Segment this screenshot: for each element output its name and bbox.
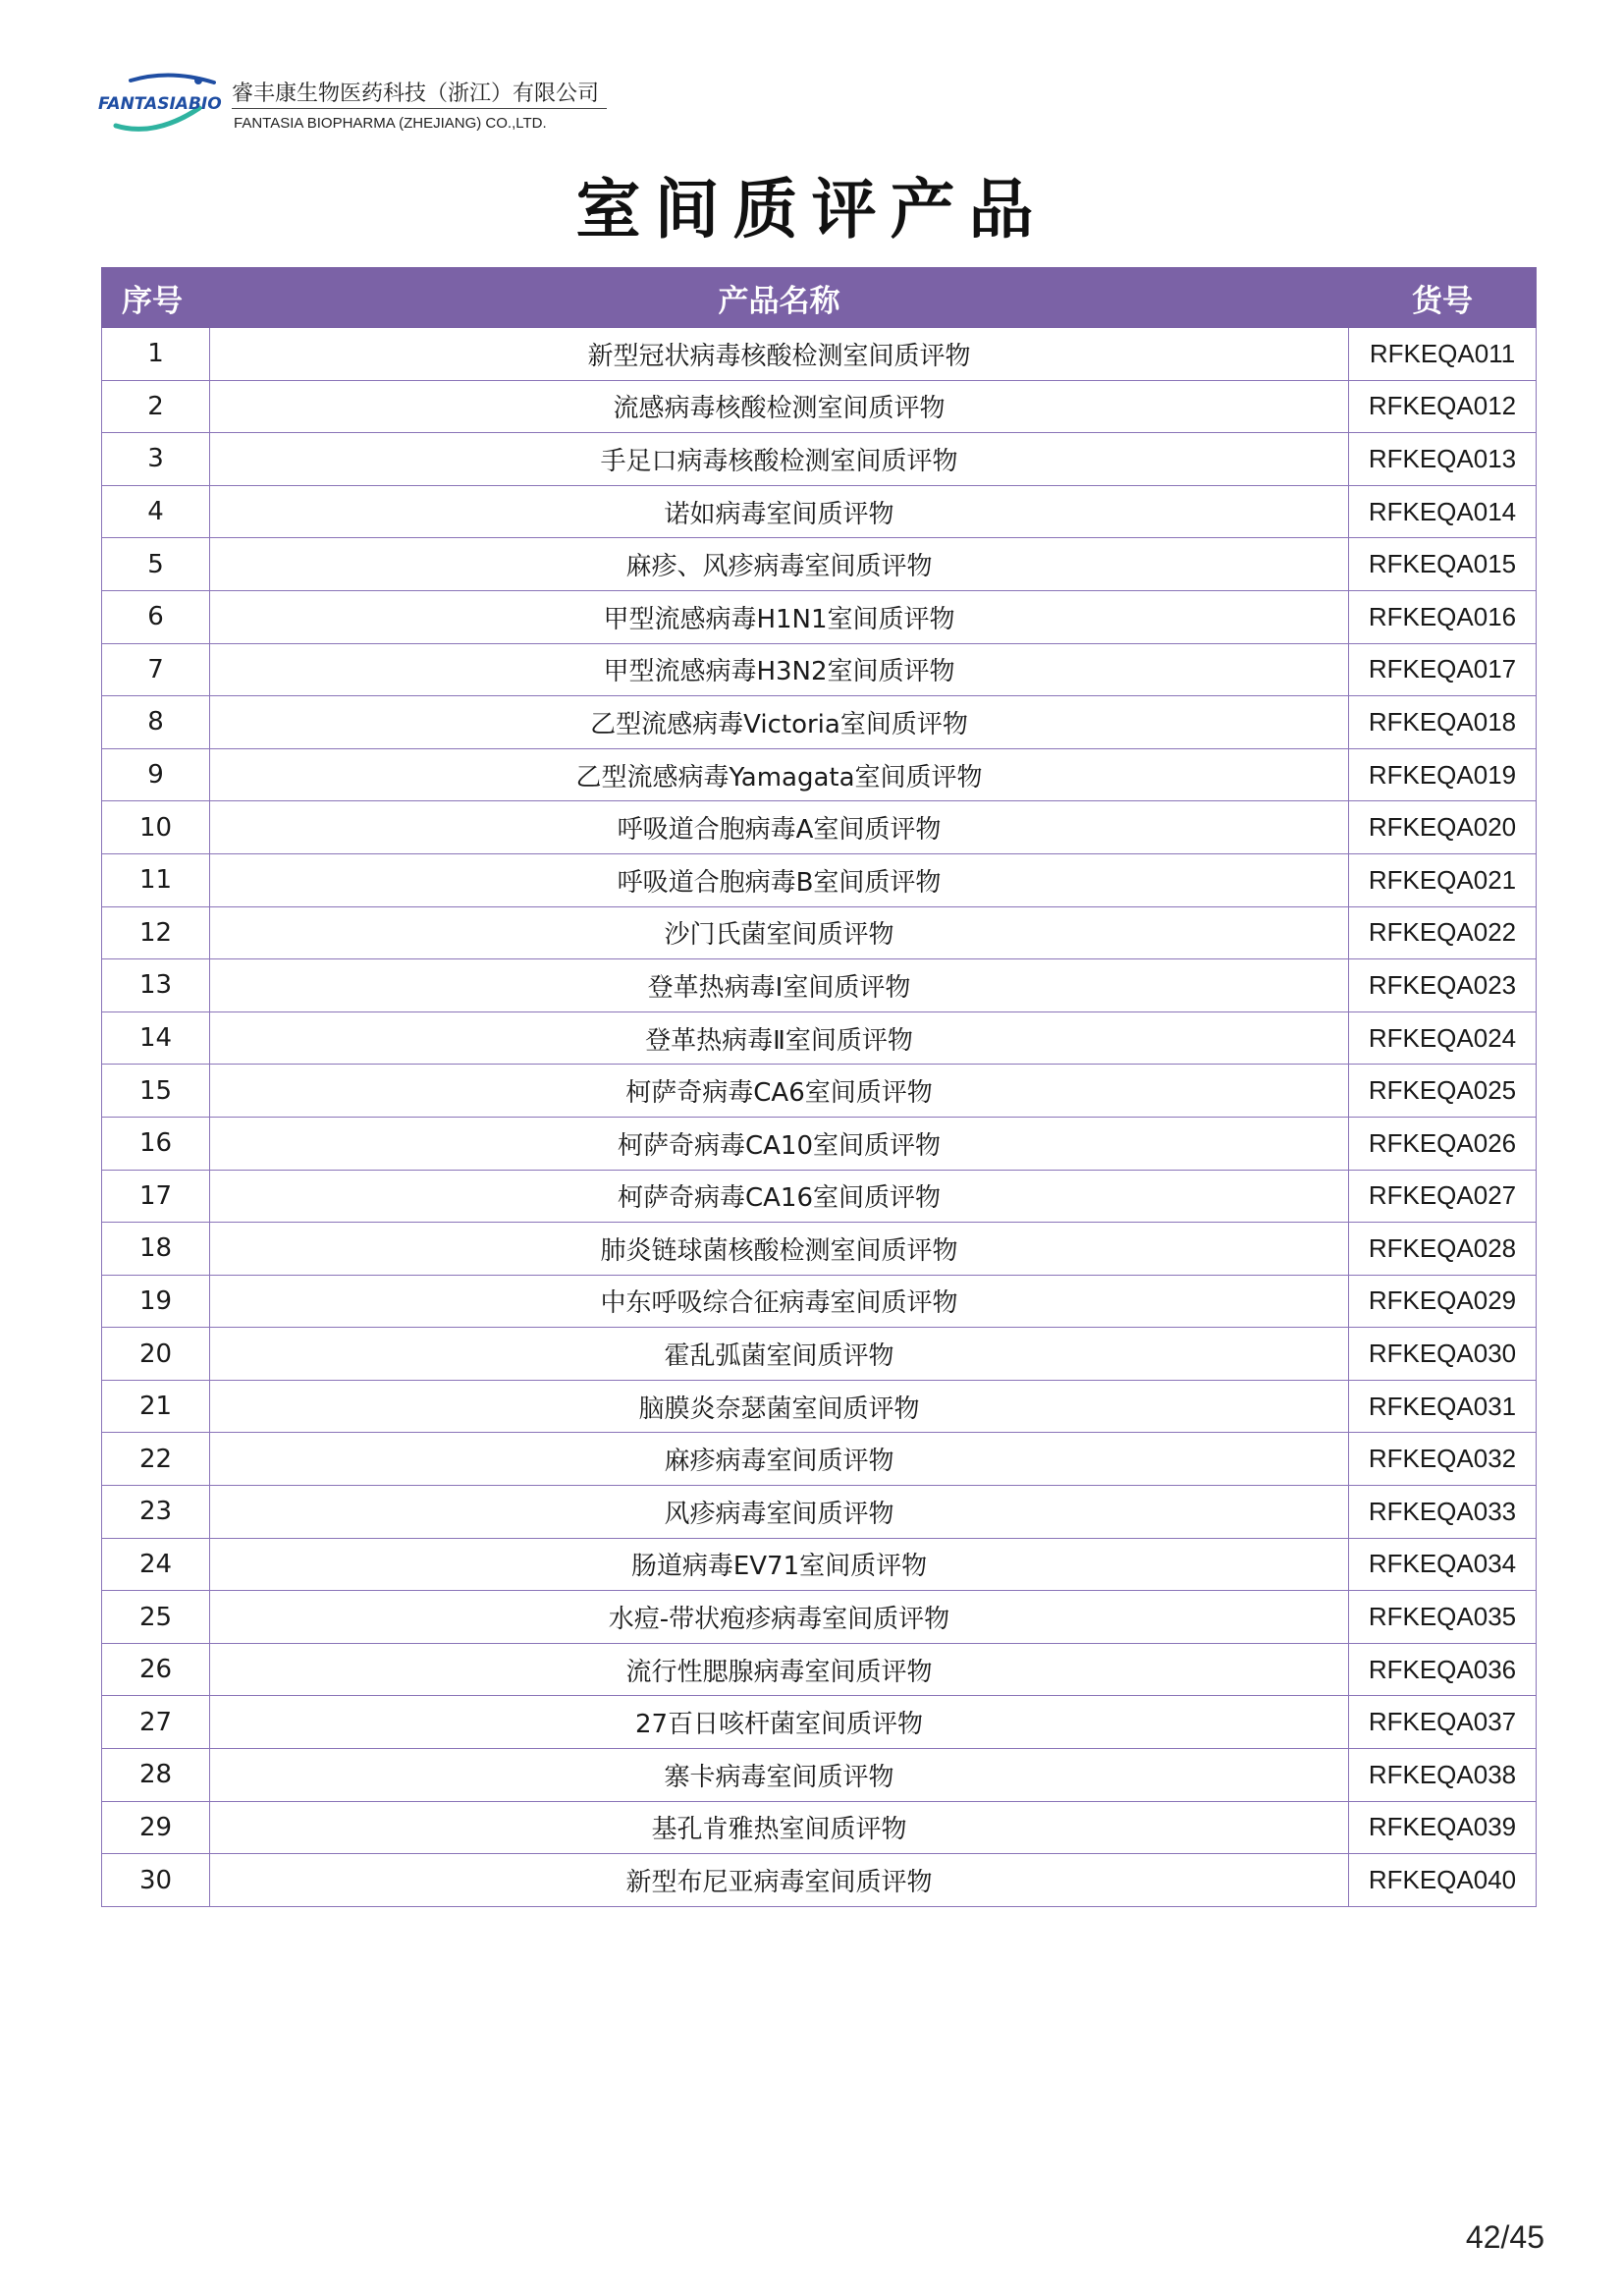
table-row [102,485,1537,538]
product-name: 麻疹、风疹病毒室间质评物 [210,538,1349,591]
row-index: 20 [102,1328,210,1381]
row-index: 28 [102,1749,210,1802]
product-name: 寨卡病毒室间质评物 [210,1749,1349,1802]
product-code: RFKEQA012 [1349,380,1537,433]
product-name: 沙门氏菌室间质评物 [210,906,1349,959]
table-row [102,801,1537,854]
product-code: RFKEQA029 [1349,1275,1537,1328]
product-name: 肠道病毒EV71室间质评物 [210,1538,1349,1591]
row-index: 18 [102,1223,210,1276]
table-row [102,1223,1537,1276]
product-code: RFKEQA017 [1349,643,1537,696]
company-header [96,69,626,137]
table-header-row [102,268,1537,328]
table-row [102,1486,1537,1539]
product-code: RFKEQA020 [1349,801,1537,854]
product-name: 水痘-带状疱疹病毒室间质评物 [210,1591,1349,1644]
product-name: 27百日咳杆菌室间质评物 [210,1696,1349,1749]
table-row [102,959,1537,1012]
table-row [102,1591,1537,1644]
company-name-en: FANTASIA BIOPHARMA (ZHEJIANG) CO.,LTD. [234,115,547,132]
product-code: RFKEQA021 [1349,853,1537,906]
row-index: 16 [102,1117,210,1170]
product-code: RFKEQA025 [1349,1065,1537,1118]
product-code: RFKEQA031 [1349,1380,1537,1433]
row-index: 22 [102,1433,210,1486]
product-code: RFKEQA022 [1349,906,1537,959]
page-number: 42/45 [1465,2219,1544,2255]
row-index: 23 [102,1486,210,1539]
table-row [102,748,1537,801]
product-name: 流感病毒核酸检测室间质评物 [210,380,1349,433]
table-row [102,1170,1537,1223]
product-name: 登革热病毒Ⅱ室间质评物 [210,1011,1349,1065]
table-row [102,1117,1537,1170]
product-code: RFKEQA026 [1349,1117,1537,1170]
row-index: 3 [102,433,210,486]
row-index: 14 [102,1011,210,1065]
product-name: 新型布尼亚病毒室间质评物 [210,1854,1349,1907]
table-row [102,1011,1537,1065]
product-name: 霍乱弧菌室间质评物 [210,1328,1349,1381]
product-name: 流行性腮腺病毒室间质评物 [210,1643,1349,1696]
product-code: RFKEQA033 [1349,1486,1537,1539]
row-index: 8 [102,696,210,749]
table-row [102,1643,1537,1696]
product-code: RFKEQA037 [1349,1696,1537,1749]
row-index: 29 [102,1801,210,1854]
product-name: 甲型流感病毒H3N2室间质评物 [210,643,1349,696]
table-row [102,328,1537,381]
product-name: 脑膜炎奈瑟菌室间质评物 [210,1380,1349,1433]
row-index: 21 [102,1380,210,1433]
product-name: 乙型流感病毒Yamagata室间质评物 [210,748,1349,801]
product-name: 麻疹病毒室间质评物 [210,1433,1349,1486]
row-index: 2 [102,380,210,433]
row-index: 11 [102,853,210,906]
row-index: 26 [102,1643,210,1696]
product-code: RFKEQA015 [1349,538,1537,591]
column-header-code: 货号 [1349,268,1537,328]
product-name: 中东呼吸综合征病毒室间质评物 [210,1275,1349,1328]
row-index: 17 [102,1170,210,1223]
product-code: RFKEQA039 [1349,1801,1537,1854]
table-row [102,380,1537,433]
product-code: RFKEQA032 [1349,1433,1537,1486]
table-row [102,538,1537,591]
row-index: 24 [102,1538,210,1591]
product-code: RFKEQA016 [1349,590,1537,643]
logo-wordmark: FANTASIABIO [98,94,222,114]
table-row [102,643,1537,696]
column-header-name: 产品名称 [210,268,1349,328]
table-row [102,1065,1537,1118]
product-code: RFKEQA036 [1349,1643,1537,1696]
product-code: RFKEQA035 [1349,1591,1537,1644]
product-code: RFKEQA030 [1349,1328,1537,1381]
row-index: 1 [102,328,210,381]
row-index: 5 [102,538,210,591]
table-row [102,906,1537,959]
table-row [102,1433,1537,1486]
product-code: RFKEQA023 [1349,959,1537,1012]
table-row [102,433,1537,486]
product-code: RFKEQA013 [1349,433,1537,486]
product-code: RFKEQA018 [1349,696,1537,749]
row-index: 30 [102,1854,210,1907]
page-title: 室间质评产品 [575,172,1048,247]
row-index: 19 [102,1275,210,1328]
table-row [102,590,1537,643]
product-name: 呼吸道合胞病毒A室间质评物 [210,801,1349,854]
table-row [102,1328,1537,1381]
product-name: 手足口病毒核酸检测室间质评物 [210,433,1349,486]
row-index: 15 [102,1065,210,1118]
product-name: 甲型流感病毒H1N1室间质评物 [210,590,1349,643]
product-name: 呼吸道合胞病毒B室间质评物 [210,853,1349,906]
product-name: 基孔肯雅热室间质评物 [210,1801,1349,1854]
product-code: RFKEQA024 [1349,1011,1537,1065]
row-index: 13 [102,959,210,1012]
column-header-index: 序号 [102,268,210,328]
product-name: 乙型流感病毒Victoria室间质评物 [210,696,1349,749]
product-code: RFKEQA019 [1349,748,1537,801]
header-divider [232,108,607,109]
product-name: 柯萨奇病毒CA16室间质评物 [210,1170,1349,1223]
product-name: 登革热病毒Ⅰ室间质评物 [210,959,1349,1012]
product-name: 诺如病毒室间质评物 [210,485,1349,538]
product-name: 柯萨奇病毒CA6室间质评物 [210,1065,1349,1118]
company-logo [96,69,224,137]
product-name: 新型冠状病毒核酸检测室间质评物 [210,328,1349,381]
row-index: 6 [102,590,210,643]
row-index: 25 [102,1591,210,1644]
product-name: 风疹病毒室间质评物 [210,1486,1349,1539]
product-code: RFKEQA028 [1349,1223,1537,1276]
product-code: RFKEQA027 [1349,1170,1537,1223]
row-index: 27 [102,1696,210,1749]
product-code: RFKEQA011 [1349,328,1537,381]
row-index: 10 [102,801,210,854]
product-code: RFKEQA040 [1349,1854,1537,1907]
table-row [102,696,1537,749]
table-row [102,1696,1537,1749]
table-row [102,853,1537,906]
product-code: RFKEQA034 [1349,1538,1537,1591]
table-row [102,1538,1537,1591]
products-table [101,267,1537,1907]
table-row [102,1749,1537,1802]
row-index: 7 [102,643,210,696]
row-index: 12 [102,906,210,959]
row-index: 4 [102,485,210,538]
product-name: 肺炎链球菌核酸检测室间质评物 [210,1223,1349,1276]
table-row [102,1380,1537,1433]
table-row [102,1275,1537,1328]
company-name-cn: 睿丰康生物医药科技（浙江）有限公司 [232,82,600,106]
row-index: 9 [102,748,210,801]
table-row [102,1801,1537,1854]
table-row [102,1854,1537,1907]
product-code: RFKEQA014 [1349,485,1537,538]
product-name: 柯萨奇病毒CA10室间质评物 [210,1117,1349,1170]
product-code: RFKEQA038 [1349,1749,1537,1802]
